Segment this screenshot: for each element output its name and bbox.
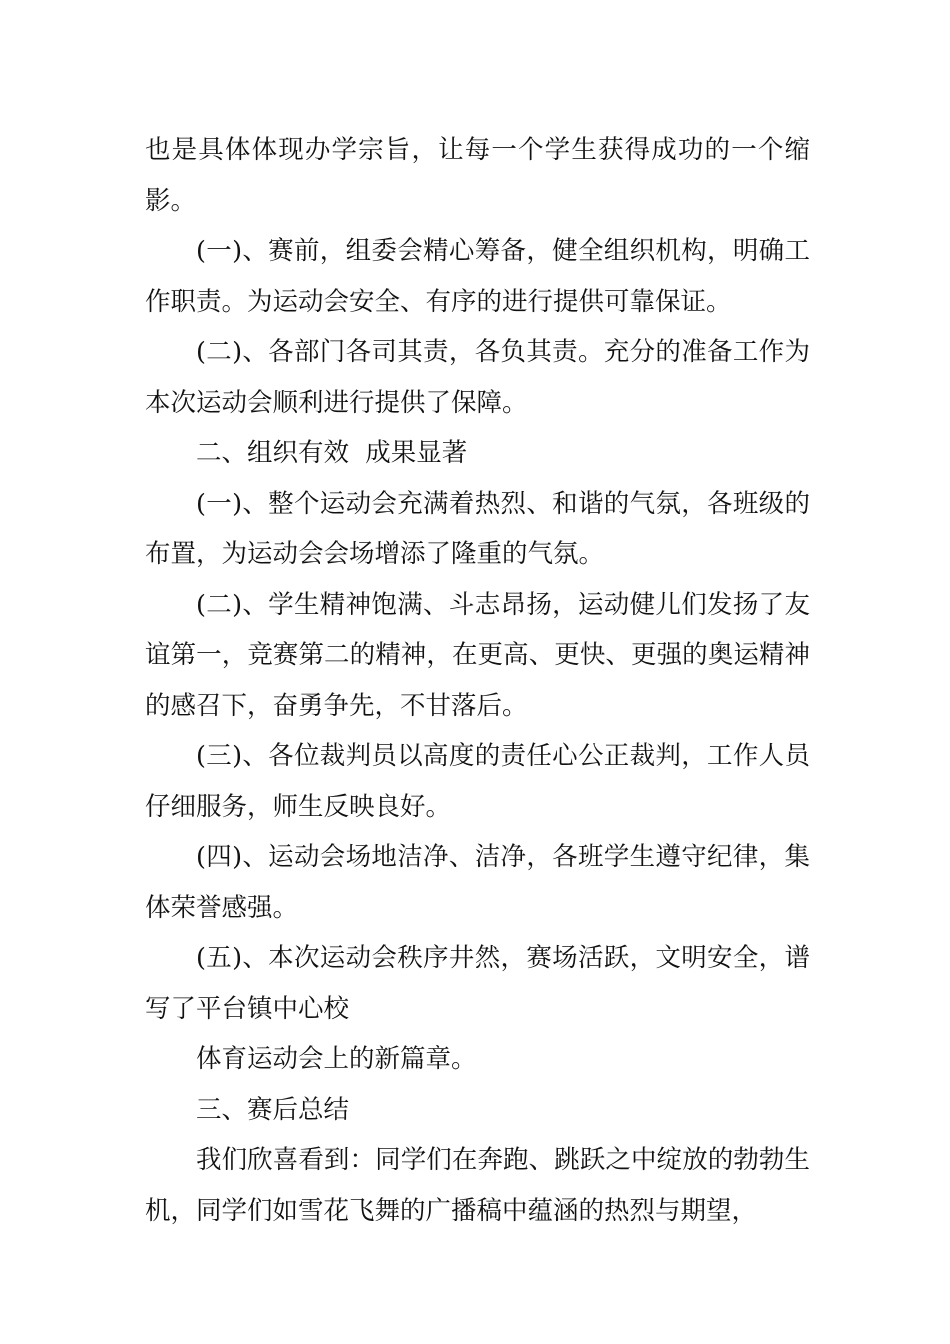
paragraph-8: (五)、本次运动会秩序井然，赛场活跃，文明安全，谱写了平台镇中心校 bbox=[145, 943, 810, 1024]
paragraph-7: (四)、运动会场地洁净、洁净，各班学生遵守纪律，集体荣誉感强。 bbox=[145, 842, 810, 923]
paragraph-10: 我们欣喜看到：同学们在奔跑、跳跃之中绽放的勃勃生机，同学们如雪花飞舞的广播稿中蕴涵的热烈与期望， bbox=[145, 1145, 810, 1226]
paragraph-4: (一)、整个运动会充满着热烈、和谐的气氛，各班级的布置，为运动会会场增添了隆重的气氛。 bbox=[145, 488, 810, 569]
document-body bbox=[145, 125, 810, 1236]
paragraph-3: (二)、各部门各司其责，各负其责。充分的准备工作为本次运动会顺利进行提供了保障。 bbox=[145, 337, 810, 418]
paragraph-1: 也是具体体现办学宗旨，让每一个学生获得成功的一个缩影。 bbox=[145, 135, 810, 216]
section-heading-3: 三、赛后总结 bbox=[196, 1094, 350, 1125]
paragraph-5: (二)、学生精神饱满、斗志昂扬，运动健儿们发扬了友谊第一，竞赛第二的精神，在更高、更快、更强的奥运精神的感召下，奋勇争先，不甘落后。 bbox=[145, 589, 810, 721]
paragraph-6: (三)、各位裁判员以高度的责任心公正裁判，工作人员仔细服务，师生反映良好。 bbox=[145, 741, 810, 822]
paragraph-2: (一)、赛前，组委会精心筹备，健全组织机构，明确工作职责。为运动会安全、有序的进行提供可靠保证。 bbox=[145, 236, 810, 317]
section-heading-2: 二、组织有效 成果显著 bbox=[196, 438, 468, 468]
paragraph-9: 体育运动会上的新篇章。 bbox=[196, 1044, 477, 1074]
